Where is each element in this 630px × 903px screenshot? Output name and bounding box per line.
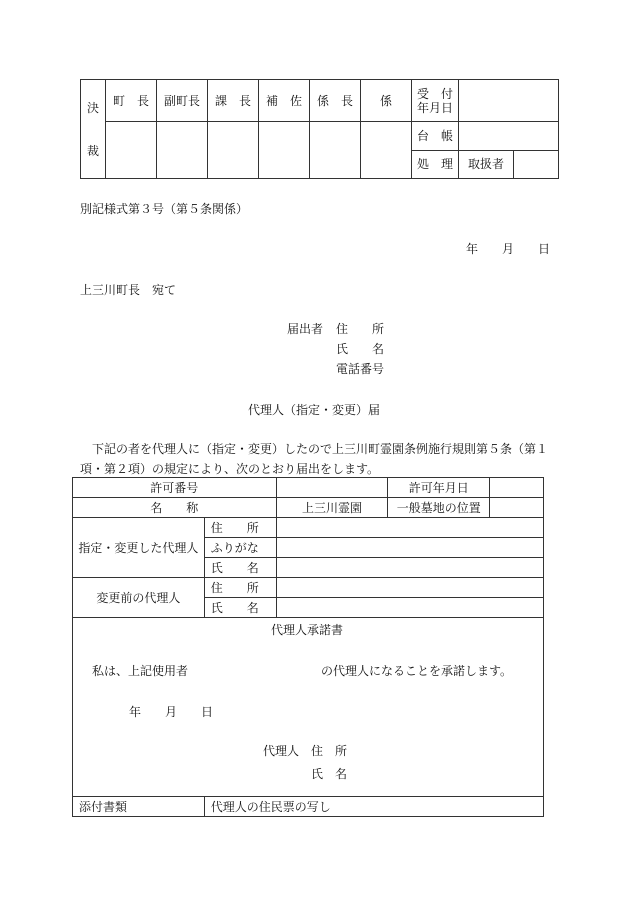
permit-date-label: 許可年月日	[388, 478, 490, 498]
ledger-process-labels	[412, 122, 459, 179]
handler-label: 取扱者	[459, 151, 514, 178]
previous-agent-label: 変更前の代理人	[73, 578, 205, 618]
role-section-chief: 課 長	[208, 80, 259, 122]
previous-name-label: 氏 名	[204, 598, 276, 618]
date-line: 年 月 日	[466, 242, 551, 256]
applicant-label: 届出者	[287, 322, 324, 336]
addressee: 上三川町長 宛て	[80, 283, 177, 297]
approval-side-label-1: 決	[86, 101, 99, 115]
consent-text-b: の代理人になることを承諾します。	[321, 664, 513, 678]
ledger-value[interactable]	[459, 122, 558, 151]
previous-name-value[interactable]	[276, 598, 543, 618]
consent-section	[73, 618, 544, 797]
main-form-table	[72, 477, 544, 817]
applicant-name-label: 氏 名	[336, 342, 385, 356]
received-label-1: 受 付	[416, 86, 453, 101]
handler-row	[459, 151, 558, 178]
designated-address-label: 住 所	[204, 518, 276, 538]
attachments-label: 添付書類	[73, 797, 205, 817]
received-label-2: 年月日	[416, 100, 453, 115]
received-date-label	[412, 80, 459, 122]
designated-furigana-value[interactable]	[276, 538, 543, 558]
designated-furigana-label: ふりがな	[204, 538, 276, 558]
role-deputy-mayor: 副町長	[157, 80, 208, 122]
plot-location-value[interactable]	[490, 498, 544, 518]
process-label: 処 理	[416, 157, 453, 171]
consent-text-a: 私は、上記使用者	[92, 664, 189, 678]
permit-number-value[interactable]	[276, 478, 388, 498]
stamp-staff[interactable]	[361, 122, 412, 179]
role-unit-chief: 係 長	[310, 80, 361, 122]
designated-name-value[interactable]	[276, 558, 543, 578]
plot-location-label: 一般墓地の位置	[388, 498, 490, 518]
consent-address-label: 住 所	[311, 744, 348, 758]
approval-table	[80, 79, 559, 179]
role-staff: 係	[361, 80, 412, 122]
approval-side-label	[81, 80, 106, 179]
received-date-cell[interactable]	[459, 80, 559, 122]
ledger-label: 台 帳	[412, 122, 458, 151]
applicant-phone-label: 電話番号	[336, 362, 385, 376]
consent-title: 代理人承諾書	[271, 623, 344, 637]
form-title: 代理人（指定・変更）届	[248, 403, 381, 417]
handler-value[interactable]	[514, 151, 558, 178]
designated-agent-label: 指定・変更した代理人	[73, 518, 205, 578]
form-id: 別記様式第３号（第５条関係）	[80, 202, 249, 216]
stamp-deputy-mayor[interactable]	[157, 122, 208, 179]
role-mayor: 町 長	[106, 80, 157, 122]
stamp-unit-chief[interactable]	[310, 122, 361, 179]
designated-address-value[interactable]	[276, 518, 543, 538]
permit-date-value[interactable]	[490, 478, 544, 498]
consent-agent-label: 代理人	[263, 744, 300, 758]
previous-address-value[interactable]	[276, 578, 543, 598]
body-line-1: 下記の者を代理人に（指定・変更）したので上三川町霊園条例施行規則第５条（第１	[80, 442, 549, 456]
attachments-value: 代理人の住民票の写し	[204, 797, 543, 817]
designated-name-label: 氏 名	[204, 558, 276, 578]
stamp-mayor[interactable]	[106, 122, 157, 179]
approval-side-label-2: 裁	[86, 144, 99, 158]
role-assistant: 補 佐	[259, 80, 310, 122]
stamp-assistant[interactable]	[259, 122, 310, 179]
cemetery-name-value: 上三川霊園	[276, 498, 388, 518]
ledger-process-values	[459, 122, 559, 179]
previous-address-label: 住 所	[204, 578, 276, 598]
consent-name-label: 氏 名	[311, 767, 348, 781]
stamp-section-chief[interactable]	[208, 122, 259, 179]
body-line-2: 項・第２項）の規定により、次のとおり届出をします。	[80, 462, 380, 476]
consent-date: 年 月 日	[129, 705, 214, 719]
applicant-address-label: 住 所	[336, 322, 385, 336]
permit-number-label: 許可番号	[73, 478, 277, 498]
cemetery-name-label: 名 称	[73, 498, 277, 518]
